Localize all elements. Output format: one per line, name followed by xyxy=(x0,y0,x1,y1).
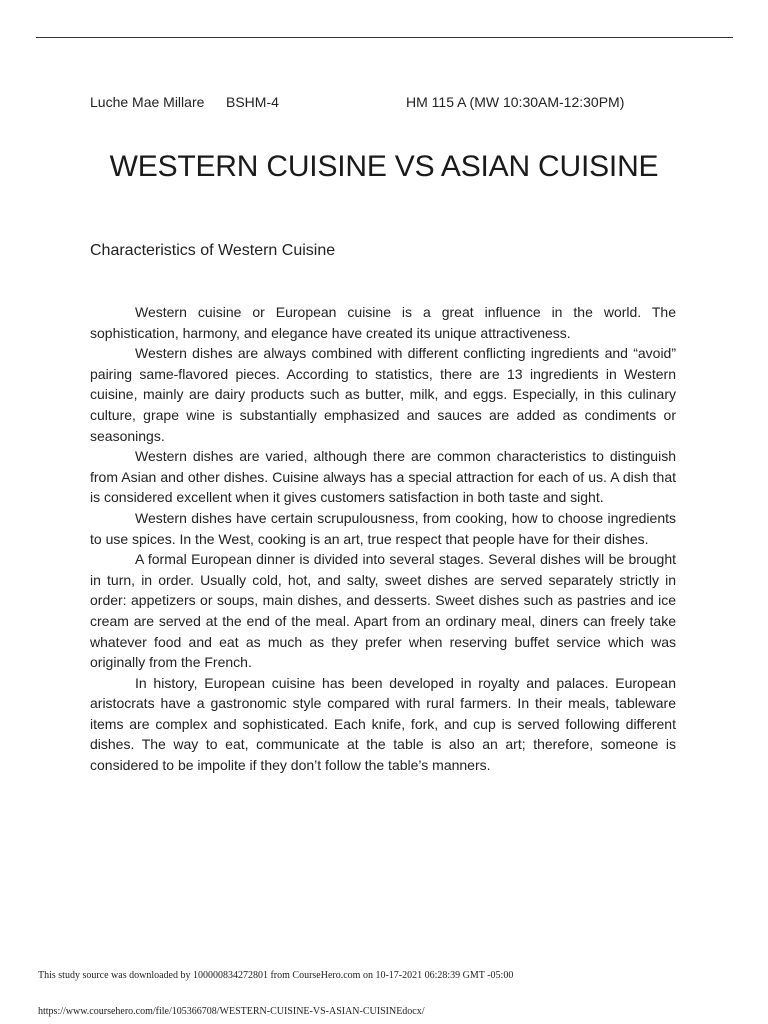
paragraph: Western cuisine or European cuisine is a great influence in the world. The sophistication, harmony, and elegance have created its unique attractiveness. xyxy=(90,304,676,341)
paragraph: Western dishes are always combined with different conflicting ingredients and “avoid” pairing same-flavored pieces. According to statistics, there are 13 ingredients in Western cuisine, mainly are dairy products such as butter, milk, and eggs. Especially, in this culinary culture, grape wine is substantially emphasized and sauces are added as condiments or seasonings. xyxy=(90,345,676,444)
author-program: BSHM-4 xyxy=(226,94,279,110)
top-rule xyxy=(36,37,733,38)
paragraph: A formal European dinner is divided into several stages. Several dishes will be brought in turn, in order. Usually cold, hot, and salty, sweet dishes are served separately strictly in order: appetizers or soups, main dishes, and desserts. Sweet dishes such as pastries and ice cream are served at the end of the meal. Apart from an ordinary meal, diners can freely take whatever food and eat as much as they prefer when reserving buffet service which was originally from the French. xyxy=(90,551,676,671)
course-info: HM 115 A (MW 10:30AM-12:30PM) xyxy=(406,94,625,110)
author-name: Luche Mae Millare xyxy=(90,94,205,110)
body-text xyxy=(90,302,676,776)
source-url[interactable]: https://www.coursehero.com/file/105366708/WESTERN-CUISINE-VS-ASIAN-CUISINEdocx/ xyxy=(38,1006,425,1017)
paragraph: Western dishes have certain scrupulousness, from cooking, how to choose ingredients to use spices. In the West, cooking is an art, true respect that people have for their dishes. xyxy=(90,509,676,547)
download-notice: This study source was downloaded by 100000834272801 from CourseHero.com on 10-17-2021 06:28:39 GMT -05:00 xyxy=(38,970,514,981)
paragraph: Western dishes are varied, although there are common characteristics to distinguish from Asian and other dishes. Cuisine always has a special attraction for each of us. A dish that is considered excellent when it gives customers satisfaction in both taste and sight. xyxy=(90,448,676,506)
document-title: WESTERN CUISINE VS ASIAN CUISINE xyxy=(109,150,659,183)
document-header xyxy=(90,94,690,112)
paragraph: In history, European cuisine has been developed in royalty and palaces. European aristocrats have a gastronomic style compared with rural farmers. In their meals, tableware items are complex and sophisticated. Each knife, fork, and cup is served following different dishes. The way to eat, communicate at the table is also an art; therefore, someone is considered to be impolite if they don’t follow the table’s manners. xyxy=(90,674,676,774)
section-heading: Characteristics of Western Cuisine xyxy=(90,242,336,259)
